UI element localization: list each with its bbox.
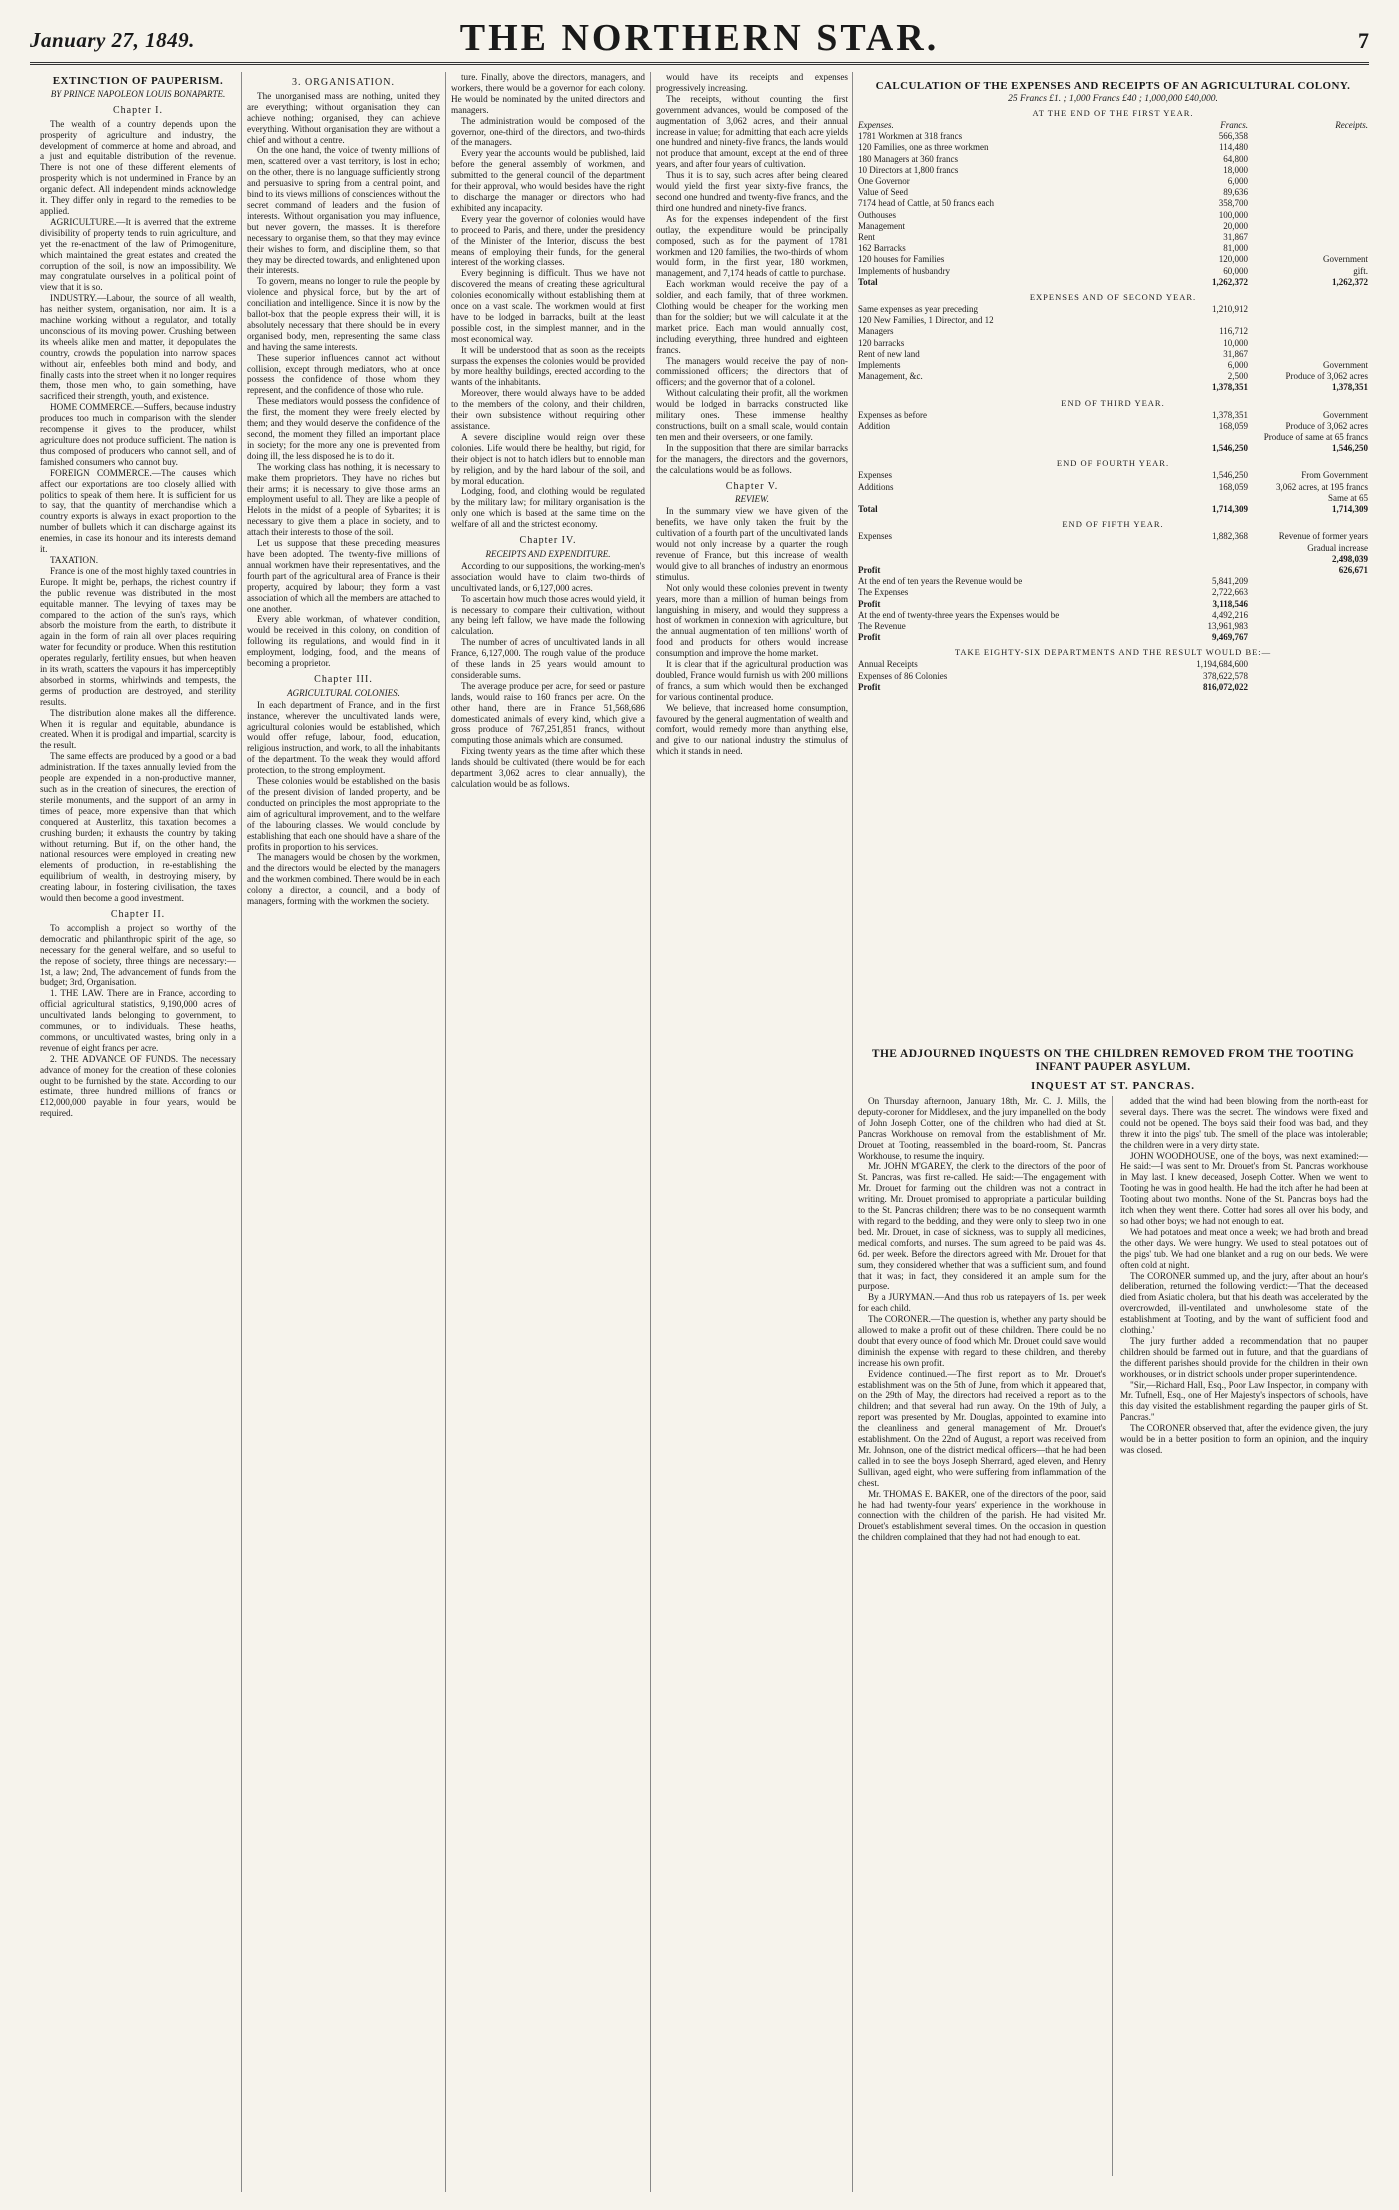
row-receipts: Same at 65 bbox=[1328, 492, 1368, 503]
row-label: The Revenue bbox=[858, 620, 906, 631]
paragraph: 1. THE LAW. There are in France, according to official agricultural statistics, 9,190,000 acres of uncultivated lands belonging to government, to communes, or to individuals. These heaths, commons, or uncultivated wastes, bring only in a revenue of eight francs per acre. bbox=[40, 988, 236, 1053]
row-receipts: 1,378,351 bbox=[1332, 382, 1368, 393]
paragraph: These colonies would be established on the basis of the present division of landed property, and be conducted on principles the most appropriate to the aim of agricultural improvement, and to the welfare of the labouring classes. We would conclude by establishing that each one should have a share of the profits in proportion to his services. bbox=[247, 776, 440, 852]
paragraph: The jury further added a recommendation that no pauper children should be farmed out in future, and that the guardians of the different parishes should provide for the children in their own workhouses, or in district schools under proper superintendence. bbox=[1120, 1335, 1368, 1379]
paragraph: Fixing twenty years as the time after which these lands should be cultivated (there would be for each department 3,062 acres to clear annually), the calculation would be as follows. bbox=[451, 746, 645, 789]
row-label bbox=[858, 382, 1168, 393]
paragraph: These mediators would possess the confidence of the first, the moment they were freely elected by them; and they would deserve the confidence of the second, the moment they filled an important place in society; for the more any one is prevented from doing ill, the less disposed he is to do it. bbox=[247, 396, 440, 461]
table-total-row bbox=[858, 382, 1368, 393]
row-francs: 1,882,368 bbox=[1212, 531, 1248, 542]
row-francs: 120,000 bbox=[1218, 254, 1248, 265]
row-francs: 9,469,767 bbox=[1212, 632, 1248, 643]
row-receipts: Government bbox=[1323, 409, 1368, 420]
table-total-row bbox=[858, 504, 1368, 515]
row-label bbox=[858, 543, 1168, 554]
row-label: Implements of husbandry bbox=[858, 265, 950, 276]
column-divider bbox=[852, 72, 853, 2192]
masthead bbox=[30, 14, 1369, 58]
row-receipts bbox=[1248, 187, 1368, 198]
row-receipts bbox=[1248, 349, 1368, 360]
paragraph: To accomplish a project so worthy of the democratic and philanthropic spirit of the age, so necessary for the general welfare, and so useful to the repose of society, three things are necessary:—1st, a law; 2nd, The advancement of funds from the budget; 3rd, Organisation. bbox=[40, 922, 236, 988]
row-francs: 1,714,309 bbox=[1212, 504, 1248, 515]
table-row bbox=[858, 198, 1368, 209]
table-row bbox=[858, 338, 1368, 349]
paragraph: FOREIGN COMMERCE.—The causes which affect our exportations are too closely allied with politics to speak of them here. It is sufficient for us to say, that the quantity of merchandise which a country exports is always in exact proportion to the number of bullets which it can discharge against its enemies, in case its honour and its interests demand it. bbox=[40, 467, 236, 555]
table-row bbox=[858, 266, 1368, 277]
table-column-headers bbox=[858, 120, 1368, 131]
paragraph: Each workman would receive the pay of a soldier, and each family, that of three workmen. Clothing would be cheaper for the working men than for the soldier; but we will calculate it at the market price. Each man would annually cost, including everything, three hundred and eighteen francs. bbox=[656, 279, 848, 355]
paragraph: The distribution alone makes all the difference. When it is regular and equitable, abundance is created. When it is prodigal and impartial, scarcity is the result. bbox=[40, 707, 236, 751]
row-label: 120 houses for Families bbox=[858, 254, 945, 265]
row-receipts bbox=[1248, 610, 1368, 621]
paragraph: Every year the governor of colonies would have to proceed to Paris, and there, under the presidency of the Minister of the Interior, discuss the best means of employing their funds, for the general interest of the working classes. bbox=[451, 213, 645, 268]
row-receipts: From Government bbox=[1301, 470, 1368, 481]
row-francs: 20,000 bbox=[1223, 220, 1248, 231]
article-byline: BY PRINCE NAPOLEON LOUIS BONAPARTE. bbox=[50, 88, 226, 99]
table-total-row bbox=[858, 632, 1368, 643]
row-label: Additions bbox=[858, 481, 894, 492]
paragraph: "Sir,—Richard Hall, Esq., Poor Law Inspector, in company with Mr. Tufnell, Esq., one of Her Majesty's inspectors of schools, have this day visited the establishment regarding the pauper girls of St. Pancras." bbox=[1120, 1379, 1368, 1423]
row-label: The Expenses bbox=[858, 587, 909, 598]
row-label: Value of Seed bbox=[858, 187, 908, 198]
table-row bbox=[858, 482, 1368, 493]
paragraph: We believe, that increased home consumption, favoured by the general augmentation of wealth and comfort, would remedy more than anything else, and give to our national industry the stimulus of which it stands in need. bbox=[656, 702, 848, 757]
row-francs: 89,636 bbox=[1223, 187, 1248, 198]
table-row bbox=[858, 243, 1368, 254]
article-headline: EXTINCTION OF PAUPERISM. bbox=[52, 75, 224, 87]
row-receipts bbox=[1248, 198, 1368, 209]
inquest-column-left bbox=[858, 1096, 1106, 2176]
inquest-subheading: INQUEST AT ST. PANCRAS. bbox=[1030, 1080, 1196, 1092]
table-row bbox=[858, 659, 1368, 670]
article-column-1 bbox=[40, 72, 236, 2192]
row-francs: 2,722,663 bbox=[1212, 587, 1248, 598]
row-label bbox=[858, 443, 1168, 454]
row-receipts: 1,714,309 bbox=[1332, 504, 1368, 515]
row-label: Management, &c. bbox=[858, 371, 923, 382]
table-row bbox=[858, 671, 1368, 682]
row-receipts bbox=[1248, 315, 1368, 326]
paragraph: The unorganised mass are nothing, united they are everything; without organisation they can achieve nothing; organised, they can achieve everything. Without organisation they are without a chief and without a centre. bbox=[247, 90, 440, 145]
row-label: Managers bbox=[858, 326, 894, 337]
table-row bbox=[858, 432, 1368, 443]
row-label: Rent bbox=[858, 232, 875, 243]
table-row bbox=[858, 410, 1368, 421]
chapter-heading: Chapter II. bbox=[110, 908, 166, 920]
chapter-heading: Chapter I. bbox=[113, 104, 163, 116]
article-body bbox=[247, 700, 440, 907]
row-label: Outhouses bbox=[858, 209, 896, 220]
article-body bbox=[656, 72, 848, 476]
column-divider bbox=[1112, 1096, 1113, 2176]
calculation-table bbox=[858, 80, 1368, 693]
row-francs: 4,492,216 bbox=[1212, 609, 1248, 620]
table-row bbox=[858, 621, 1368, 632]
paragraph: HOME COMMERCE.—Suffers, because industry produces too much in comparison with the slender recompense it gives to the producer, whilst agriculture does not produce sufficient. The nation is thus composed of producers who cannot sell, and of famished consumers who cannot buy. bbox=[40, 402, 236, 467]
paragraph: Let us suppose that these preceding measures have been adopted. The twenty-five millions of annual workmen have their representatives, and the fourth part of the agricultural area of France is their property, acquired by labour; they form a vast association of which all the members are attached to one another. bbox=[247, 538, 440, 614]
table-row bbox=[858, 176, 1368, 187]
article-body bbox=[247, 91, 440, 669]
row-label bbox=[858, 432, 1168, 443]
inquest-column-right bbox=[1120, 1096, 1368, 2176]
row-label: 1781 Workmen at 318 francs bbox=[858, 131, 963, 142]
paragraph: The number of acres of uncultivated lands in all France, 6,127,000. The rough value of the produce of these lands in 25 years would amount to considerable sums. bbox=[451, 637, 645, 680]
row-receipts bbox=[1248, 142, 1368, 153]
row-receipts: 2,498,039 bbox=[1332, 553, 1368, 564]
row-francs: 1,378,351 bbox=[1212, 409, 1248, 420]
francs-column-header: Francs. bbox=[1220, 120, 1248, 130]
row-francs: 358,700 bbox=[1218, 198, 1248, 209]
row-francs: 168,059 bbox=[1218, 481, 1248, 492]
table-section-header: AT THE END OF THE FIRST YEAR. bbox=[1032, 108, 1194, 118]
row-francs: 1,194,684,600 bbox=[1196, 659, 1248, 670]
row-receipts: 3,062 acres, at 195 francs bbox=[1276, 481, 1368, 492]
paragraph: The administration would be composed of the governor, one-third of the directors, and two-thirds of the managers. bbox=[451, 115, 645, 148]
row-receipts: Revenue of former years bbox=[1278, 531, 1368, 542]
paragraph: AGRICULTURE.—It is averred that the extreme divisibility of property tends to ruin agriculture, and yet the re-enactment of the law of Primogeniture, which maintained the great estates and created the corruption of the soil, is now an impossibility. We may congratulate ourselves in a political point of view that it is so. bbox=[40, 216, 236, 293]
paragraph: As for the expenses independent of the first outlay, the expenditure would be principally composed, such as for the payment of 1781 workmen and 120 families, the two-thirds of whom would form, in the first year, 180 workmen, management, and 7,174 heads of cattle to purchase. bbox=[656, 213, 848, 279]
paragraph: ture. Finally, above the directors, managers, and workers, there would be a governor for each colony. He would be nominated by the united directors and managers. bbox=[451, 72, 645, 115]
paragraph: Every able workman, of whatever condition, would be received in this colony, on condition of following its regulations, and would find in it employment, lodging, food, and the means of becoming a proprietor. bbox=[247, 614, 440, 669]
table-row bbox=[858, 315, 1368, 326]
row-francs: 13,961,983 bbox=[1207, 620, 1248, 631]
table-row bbox=[858, 360, 1368, 371]
table-row bbox=[858, 493, 1368, 504]
table-title: CALCULATION OF THE EXPENSES AND RECEIPTS OF AN AGRICULTURAL COLONY. bbox=[875, 80, 1351, 92]
paragraph: The CORONER observed that, after the evidence given, the jury would be in a better position to form an opinion, and the inquiry was closed. bbox=[1120, 1423, 1368, 1455]
paragraph: It will be understood that as soon as the receipts surpass the expenses the colonies would be provided by more healthy buildings, erected according to the wants of the inhabitants. bbox=[451, 344, 645, 388]
table-row bbox=[858, 131, 1368, 142]
row-receipts bbox=[1248, 682, 1368, 693]
chapter-subheading: RECEIPTS AND EXPENDITURE. bbox=[485, 548, 611, 559]
paragraph: To govern, means no longer to rule the people by violence and physical force, but by the art of conciliation and intelligence. Since it is now by the ballot-box that the people express their will, it is absolutely necessary that there should be in every organised body, men, representing the same class and having the same interests. bbox=[247, 276, 440, 352]
paragraph: JOHN WOODHOUSE, one of the boys, was next examined:—He said:—I was sent to Mr. Drouet's from St. Pancras workhouse in May last. I knew deceased, Joseph Cotter. When we went to Tooting he was in good health. He had the itch after he had been at Tooting about two months. None of the St. Pancras boys had the itch when they went there. Cotter had sores all over his body, and so had other boys; we had not enough to eat. bbox=[1120, 1150, 1368, 1226]
paragraph: The working class has nothing, it is necessary to make them proprietors. They have no riches but their arms; it is necessary to give those arms an employment useful to all. They are like a people of Helots in the midst of a people of Sybarites; it is necessary to give them a place in society, and to attach their interests to those of the soil. bbox=[247, 461, 440, 538]
row-receipts bbox=[1248, 621, 1368, 632]
table-row bbox=[858, 142, 1368, 153]
row-francs: 31,867 bbox=[1223, 348, 1248, 359]
paragraph: It is clear that if the agricultural production was doubled, France would furnish us with 200 millions of francs, a sum which would then be exchanged for various continental produce. bbox=[656, 659, 848, 702]
paragraph: In each department of France, and in the first instance, wherever the uncultivated lands were, agricultural colonies would be established, which would offer refuge, labour, food, education, religious instruction, and work, to all the inhabitants of the department. To the weak they would afford protection, to the strong employment. bbox=[247, 699, 440, 776]
row-francs bbox=[1168, 543, 1248, 554]
row-francs: 81,000 bbox=[1223, 243, 1248, 254]
table-row bbox=[858, 187, 1368, 198]
row-label: Implements bbox=[858, 360, 901, 371]
table-total-row bbox=[858, 565, 1368, 576]
row-label: Profit bbox=[858, 564, 881, 575]
paragraph: Not only would these colonies prevent in twenty years, more than a million of human beings from languishing in misery, and would they suppress a host of workmen in connexion with agriculture, but the annual augmentation of ten millions' worth of food and products for others would increase consumption and improve the home market. bbox=[656, 582, 848, 659]
row-label: At the end of twenty-three years the Expenses would be bbox=[858, 609, 1060, 620]
row-label: Annual Receipts bbox=[858, 659, 918, 670]
paragraph: The CORONER.—The question is, whether any party should be allowed to make a profit out of these children. There could be no doubt that every ounce of food which Mr. Drouet could save would diminish the expense with regard to these children, and thereby increase his own profit. bbox=[858, 1314, 1106, 1368]
paragraph: Thus it is to say, such acres after being cleared would yield the first year sixty-five francs, the second one hundred and twenty-five francs, and the third one hundred and ninety-five francs. bbox=[656, 170, 848, 213]
table-row bbox=[858, 371, 1368, 382]
row-label: 120 Families, one as three workmen bbox=[858, 142, 989, 153]
row-receipts: Produce of 3,062 acres bbox=[1285, 371, 1368, 382]
paragraph: The same effects are produced by a good or a bad administration. If the taxes annually levied from the people are expended in a non-productive manner, such as in the creation of sinecures, the erection of sterile monuments, and the support of an army in times of peace, more expensive than that which conquered at Austerlitz, this taxation becomes a crushing burden; it exhausts the country by taking without returning. But if, on the other hand, the national resources were employed in creating new elements of production, in re-establishing the equilibrium of wealth, in destroying misery, by creating labour, in fostering civilisation, the taxes would then become a good investment. bbox=[40, 751, 236, 904]
masthead-rule bbox=[30, 62, 1369, 65]
column-divider bbox=[650, 72, 651, 2192]
article-body bbox=[40, 923, 236, 1119]
chapter-heading: 3. ORGANISATION. bbox=[292, 77, 395, 88]
row-francs: 116,712 bbox=[1219, 326, 1248, 337]
row-francs bbox=[1168, 315, 1248, 326]
row-receipts: Produce of same at 65 francs bbox=[1263, 432, 1368, 443]
row-label: 7174 head of Cattle, at 50 francs each bbox=[858, 198, 994, 209]
row-francs: 1,210,912 bbox=[1212, 304, 1248, 315]
row-francs: 168,059 bbox=[1218, 420, 1248, 431]
table-row bbox=[858, 210, 1368, 221]
row-receipts: gift. bbox=[1353, 265, 1368, 276]
article-body bbox=[451, 561, 645, 790]
table-section-header: END OF THIRD YEAR. bbox=[1061, 397, 1165, 408]
paragraph: Evidence continued.—The first report as to Mr. Drouet's establishment was on the 5th of June, from which it appeared that, on the 29th of May, the directors had received a report as to the children; and that several had run away. On the 19th of July, a report was presented by Mr. Douglas, appointed to examine into the cleanliness and general management of Mr. Drouet's establishment. On the 22nd of August, a report was received from Mr. Johnson, one of the district medical officers—that he had been called in to see the boys Joseph Sherrard, aged eleven, and Henry Sullivan, aged eight, who were suffering from inflammation of the chest. bbox=[858, 1368, 1106, 1488]
row-label: Total bbox=[858, 276, 878, 287]
row-receipts: 1,546,250 bbox=[1332, 443, 1368, 454]
paragraph: The managers would be chosen by the workmen, and the directors would be elected by the managers and the workmen combined. There would be in each colony a director, a council, and a body of managers, forming with the workmen the society. bbox=[247, 852, 440, 907]
paragraph: The CORONER summed up, and the jury, after about an hour's deliberation, returned the following verdict:—'That the deceased died from Asiatic cholera, but that his death was accelerated by the overcrowded, ill-ventilated and unwholesome state of the establishment at Tooting, and by the want of sufficient food and clothing.' bbox=[1120, 1270, 1368, 1336]
row-label: Same expenses as year preceding bbox=[858, 304, 978, 315]
row-receipts bbox=[1248, 338, 1368, 349]
row-label: 120 New Families, 1 Director, and 12 bbox=[858, 315, 994, 326]
row-francs: 1,262,372 bbox=[1212, 276, 1248, 287]
row-francs: 2,500 bbox=[1227, 371, 1248, 382]
table-row bbox=[858, 254, 1368, 265]
table-row bbox=[858, 543, 1368, 554]
inquest-article bbox=[858, 1048, 1368, 2198]
row-label: Profit bbox=[858, 681, 881, 692]
row-label: Rent of new land bbox=[858, 348, 920, 359]
table-total-row bbox=[858, 682, 1368, 693]
table-row bbox=[858, 576, 1368, 587]
row-label: 180 Managers at 360 francs bbox=[858, 153, 958, 164]
paragraph: added that the wind had been blowing from the north-east for several days. There was the secret. The windows were fixed and could not be opened. The boys said their food was bad, and they threw it into the pigs' tub. The smell of the place was intolerable; the children were in a very dirty state. bbox=[1120, 1096, 1368, 1150]
row-label bbox=[858, 493, 1168, 504]
row-francs: 1,378,351 bbox=[1212, 382, 1248, 393]
table-row bbox=[858, 349, 1368, 360]
paragraph: Lodging, food, and clothing would be regulated by the military law; for military organisation is the only one which is based at the same time on the welfare of all and the strictest economy. bbox=[451, 486, 645, 530]
row-receipts bbox=[1248, 599, 1368, 610]
row-receipts bbox=[1248, 304, 1368, 315]
table-body bbox=[858, 131, 1368, 693]
row-label: At the end of ten years the Revenue would be bbox=[858, 576, 1023, 587]
row-francs: 1,546,250 bbox=[1212, 470, 1248, 481]
table-row bbox=[858, 154, 1368, 165]
row-receipts bbox=[1248, 243, 1368, 254]
article-column-4 bbox=[656, 72, 848, 2192]
paragraph: On the one hand, the voice of twenty millions of men, scattered over a vast territory, is lost in echo; on the other, there is no language sufficiently strong and persuasive to spring from a central point, and bind to its views millions of consciences without the secret command of leaders and the fusion of interests. Without organisation you may influence, but never govern, the masses. It is therefore necessary to organise them, so that they may evince their wishes to form, and discipline them, so that they may be directed towards, and enlightened upon their interests. bbox=[247, 145, 440, 276]
article-body bbox=[451, 72, 645, 530]
column-divider bbox=[241, 72, 242, 2192]
paragraph: The managers would receive the pay of non-commissioned officers; the directors that of officers; and the governor that of a colonel. bbox=[656, 355, 848, 388]
row-label: Total bbox=[858, 504, 878, 515]
row-receipts bbox=[1248, 632, 1368, 643]
row-francs: 18,000 bbox=[1223, 164, 1248, 175]
table-row bbox=[858, 221, 1368, 232]
row-francs: 1,546,250 bbox=[1212, 443, 1248, 454]
paragraph: The receipts, without counting the first government advances, would be composed of the augmentation of 3,062 acres, and their annual increase in value; for admitting that each acre yields one hundred and ninety-five francs, the lands would not produce that amount, except at the end of three years, and after four years of cultivation. bbox=[656, 93, 848, 170]
row-receipts bbox=[1248, 659, 1368, 670]
row-label: Expenses bbox=[858, 470, 892, 481]
row-receipts bbox=[1248, 154, 1368, 165]
table-total-row bbox=[858, 599, 1368, 610]
paragraph: Every year the accounts would be published, laid before the general assembly of workmen, and submitted to the general council of the department for their approval, who would besides have the right to discharge the manager or directors who had exhibited any incapacity. bbox=[451, 148, 645, 213]
paragraph: To ascertain how much those acres would yield, it is necessary to compare their cultivation, without any being left fallow, we have made the following calculation. bbox=[451, 593, 645, 637]
paragraph: The wealth of a country depends upon the prosperity of agriculture and industry, the development of commerce at home and abroad, and a just and equitable distribution of the revenue. There is not one of these different elements of prosperity which is not undermined in France by an organic defect. All independent minds acknowledge it. They differ only in regard to the remedies to be applied. bbox=[40, 118, 236, 216]
issue-date: January 27, 1849. bbox=[30, 28, 195, 52]
paragraph: A severe discipline would reign over these colonies. Life would there be healthy, but rigid, for their object is not to hatch idlers but to ennoble man by religion, and by the hard labour of the soil, and by moral education. bbox=[451, 431, 645, 486]
paragraph: Mr. THOMAS E. BAKER, one of the directors of the poor, said he had had twenty-four years' experience in the workhouse in connection with the children of the parish. He had visited Mr. Drouet's establishment several times. On the occasion in question the children complained that they had not had enough to eat. bbox=[858, 1488, 1106, 1543]
paragraph: would have its receipts and expenses progressively increasing. bbox=[656, 72, 848, 93]
row-receipts: Government bbox=[1323, 254, 1368, 265]
row-francs: 60,000 bbox=[1223, 265, 1248, 276]
paragraph: On Thursday afternoon, January 18th, Mr. C. J. Mills, the deputy-coroner for Middlesex, and the jury impanelled on the body of John Joseph Cotter, one of the children who had died at St. Pancras Workhouse on removal from the establishment of Mr. Drouet at Tooting, reassembled in the board-room, St. Pancras Workhouse, to resume the inquiry. bbox=[858, 1096, 1106, 1161]
row-francs: 6,000 bbox=[1227, 176, 1248, 187]
row-label: Expenses of 86 Colonies bbox=[858, 670, 948, 681]
paragraph: Every beginning is difficult. Thus we have not discovered the means of creating these agricultural colonies economically without establishing them at once on a vast scale. The workmen would at first have to be lodged in barracks, built at the least possible cost, in the simplest manner, and in the most economical way. bbox=[451, 268, 645, 344]
row-label: Profit bbox=[858, 598, 881, 609]
expenses-column-header: Expenses. bbox=[858, 120, 894, 130]
newspaper-title: THE NORTHERN STAR. bbox=[459, 17, 940, 59]
page-number: 7 bbox=[1358, 28, 1369, 53]
paragraph: According to our suppositions, the working-men's association would have to claim two-thirds of uncultivated lands, or 6,127,000 acres. bbox=[451, 560, 645, 593]
paragraph: 2. THE ADVANCE OF FUNDS. The necessary advance of money for the creation of these colonies ought to be furnished by the state. According to our estimate, three hundred millions of francs or £12,000,000 payable in four years, would be required. bbox=[40, 1053, 236, 1119]
paragraph: By a JURYMAN.—And thus rob us ratepayers of 1s. per week for each child. bbox=[858, 1292, 1106, 1314]
table-section-header: END OF FOURTH YEAR. bbox=[1056, 458, 1170, 469]
row-receipts bbox=[1248, 131, 1368, 142]
row-receipts bbox=[1248, 176, 1368, 187]
row-label: Addition bbox=[858, 420, 891, 431]
chapter-subheading: AGRICULTURAL COLONIES. bbox=[287, 687, 400, 698]
table-row bbox=[858, 470, 1368, 481]
row-label: Expenses bbox=[858, 531, 892, 542]
row-francs: 5,841,209 bbox=[1212, 576, 1248, 587]
row-francs: 10,000 bbox=[1223, 337, 1248, 348]
row-receipts bbox=[1248, 326, 1368, 337]
row-francs: 100,000 bbox=[1218, 209, 1248, 220]
row-francs: 114,480 bbox=[1219, 142, 1248, 153]
row-francs bbox=[1168, 493, 1248, 504]
table-subtitle: 25 Francs £1. ; 1,000 Francs £40 ; 1,000,000 £40,000. bbox=[1008, 94, 1218, 104]
paragraph: In the summary view we have given of the benefits, we have only taken the fruit by the cultivation of a fourth part of the uncultivated lands would not only increase by a quarter the rough revenue of France, but this increase of wealth would give to all branches of industry an enormous stimulus. bbox=[656, 506, 848, 582]
paragraph: France is one of the most highly taxed countries in Europe. It might be, perhaps, the richest country if the public revenue was distributed in the most equitable manner. The levying of taxes may be compared to the action of the sun's rays, which absorb the moisture from the earth, to distribute it again in the form of rain all over places requiring water for fecundity or produce. When this restitution operates regularly, fertility ensues, but when heaven in its wrath, scatters the vapours it has imperceptibly absorbed in storms, whirlwinds and tempests, the germs of production are destroyed, and sterility results. bbox=[40, 565, 236, 707]
table-total-row bbox=[858, 554, 1368, 565]
inquest-headline: THE ADJOURNED INQUESTS ON THE CHILDREN REMOVED FROM THE TOOTING INFANT PAUPER ASYLUM. bbox=[871, 1048, 1355, 1073]
row-receipts bbox=[1248, 576, 1368, 587]
row-francs bbox=[1168, 432, 1248, 443]
article-body bbox=[656, 506, 848, 757]
table-row bbox=[858, 587, 1368, 598]
table-row bbox=[858, 610, 1368, 621]
row-francs bbox=[1168, 554, 1248, 565]
table-section-header: TAKE EIGHTY-SIX DEPARTMENTS AND THE RESULT WOULD BE:— bbox=[954, 647, 1272, 658]
paragraph: INDUSTRY.—Labour, the source of all wealth, has neither system, organisation, nor aim. It is a machine working without a regulator, and totally unconscious of its moving power. Crushing between its wheels alike men and matter, it depopulates the country, crowds the population into narrow spaces without air, enfeebles both mind and body, and finally casts into the street when it no longer requires them, those men who, to gain something, have sacrificed their strength, youth, and existence. bbox=[40, 293, 236, 402]
row-receipts: Gradual increase bbox=[1307, 542, 1368, 553]
row-label bbox=[858, 554, 1168, 565]
article-column-3 bbox=[451, 72, 645, 2192]
paragraph: Mr. JOHN M'GAREY, the clerk to the directors of the poor of St. Pancras, was first re-called. He said:—The engagement with Mr. Drouet for farming out the children was not a contract in writing. Mr. Drouet promised to appropriate a particular building to the St. Pancras children; there was to be no consequent warmth with regard to the bedding, and they were only to sleep two in one bed. Mr. Drouet, in case of sickness, was to supply all medicines, medical comforts, and nurses. The sum agreed to be paid was 4s. 6d. per week. Before the directors agreed with Mr. Drouet for that sum, they considered whether that was a sufficient sum, and found that it was; in fact, they considered it an ample sum for the purpose. bbox=[858, 1161, 1106, 1292]
paragraph: In the supposition that there are similar barracks for the managers, the directors and the governors, the calculations would be as follows. bbox=[656, 442, 848, 475]
row-receipts: Government bbox=[1323, 360, 1368, 371]
row-label: One Governor bbox=[858, 176, 910, 187]
row-label: Management bbox=[858, 220, 905, 231]
row-label: Profit bbox=[858, 632, 881, 643]
chapter-heading: Chapter V. bbox=[725, 480, 779, 492]
table-row bbox=[858, 304, 1368, 315]
table-row bbox=[858, 421, 1368, 432]
row-receipts bbox=[1248, 210, 1368, 221]
row-receipts: 626,671 bbox=[1338, 564, 1368, 575]
table-row bbox=[858, 165, 1368, 176]
row-receipts: 1,262,372 bbox=[1332, 276, 1368, 287]
row-francs: 31,867 bbox=[1223, 232, 1248, 243]
row-label: 162 Barracks bbox=[858, 243, 906, 254]
paragraph: The average produce per acre, for seed or pasture lands, would raise to 160 francs per acre. On the other hand, there are in France 51,568,686 domesticated animals of every kind, which give a gross produce of 767,251,851 francs, without computing those animals which are consumed. bbox=[451, 680, 645, 746]
row-francs: 816,072,022 bbox=[1203, 681, 1248, 692]
paragraph: TAXATION. bbox=[50, 554, 98, 565]
row-francs: 378,622,578 bbox=[1203, 670, 1248, 681]
article-column-2 bbox=[247, 72, 440, 2192]
table-section-header: END OF FIFTH YEAR. bbox=[1062, 519, 1164, 530]
column-divider bbox=[445, 72, 446, 2192]
receipts-column-header: Receipts. bbox=[1335, 120, 1368, 130]
row-francs: 64,800 bbox=[1223, 153, 1248, 164]
row-receipts bbox=[1248, 165, 1368, 176]
row-receipts bbox=[1248, 587, 1368, 598]
paragraph: Moreover, there would always have to be added to the members of the colony, and their children, their own subsistence without requiring other assistance. bbox=[451, 388, 645, 431]
row-receipts: Produce of 3,062 acres bbox=[1285, 420, 1368, 431]
table-section-header: EXPENSES AND OF SECOND YEAR. bbox=[1029, 292, 1197, 303]
row-label: 10 Directors at 1,800 francs bbox=[858, 164, 959, 175]
row-receipts bbox=[1248, 671, 1368, 682]
table-row bbox=[858, 531, 1368, 542]
row-francs: 6,000 bbox=[1227, 360, 1248, 371]
row-receipts bbox=[1248, 232, 1368, 243]
row-receipts bbox=[1248, 221, 1368, 232]
paragraph: Without calculating their profit, all the workmen would be lodged in barracks constructed like military ones. These immense healthy constructions, built on a small scale, would contain ten men and their overseers, or one family. bbox=[656, 388, 848, 442]
table-total-row bbox=[858, 443, 1368, 454]
chapter-heading: Chapter III. bbox=[314, 673, 373, 685]
table-row bbox=[858, 326, 1368, 337]
row-francs bbox=[1168, 565, 1248, 576]
table-total-row bbox=[858, 277, 1368, 288]
table-row bbox=[858, 232, 1368, 243]
row-label: Expenses as before bbox=[858, 409, 927, 420]
row-francs: 3,118,546 bbox=[1212, 598, 1248, 609]
chapter-heading: Chapter IV. bbox=[519, 535, 577, 547]
paragraph: We had potatoes and meat once a week; we had broth and bread the other days. We were hungry. We used to steal potatoes out of the pigs' tub. We had one blanket and a rug on our beds. We were often cold at night. bbox=[1120, 1226, 1368, 1270]
row-francs: 566,358 bbox=[1218, 131, 1248, 142]
paragraph: These superior influences cannot act without collision, except through mediators, who at once possess the confidence of those whom they represent, and the confidence of those who rule. bbox=[247, 352, 440, 396]
chapter-subheading: REVIEW. bbox=[735, 494, 769, 505]
article-body bbox=[40, 119, 236, 904]
row-label: 120 barracks bbox=[858, 337, 905, 348]
